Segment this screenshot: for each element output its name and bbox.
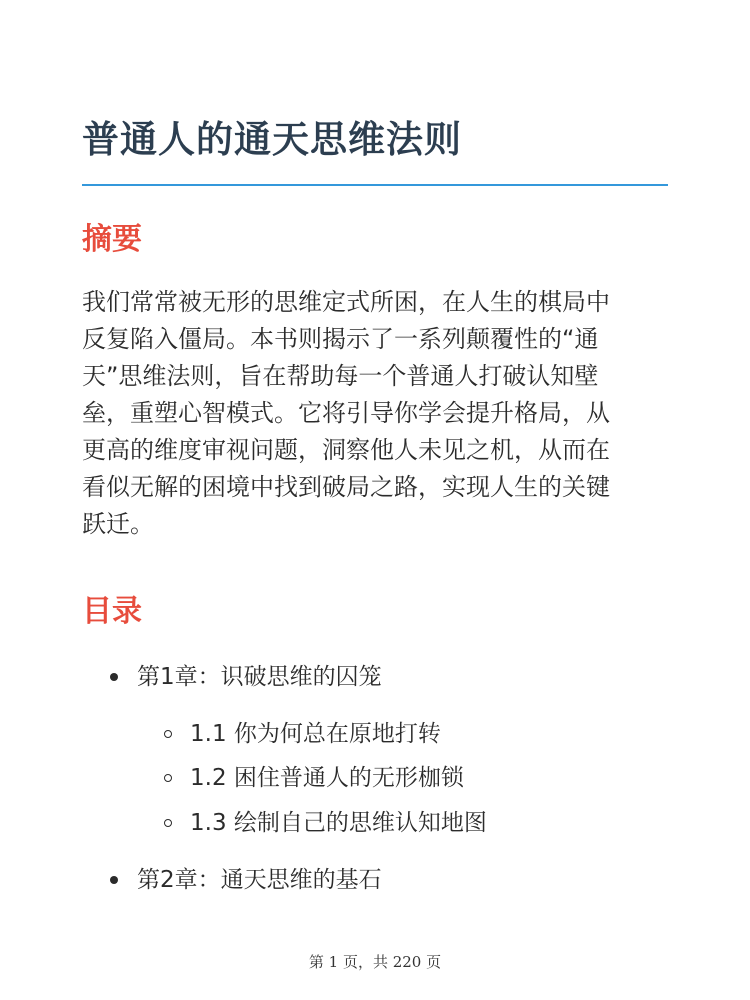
- toc-section-1-1[interactable]: [164, 718, 441, 750]
- abstract-line: 垒，重塑心智模式。它将引导你学会提升格局，从: [82, 399, 610, 427]
- bullet-circle-icon: [164, 730, 172, 738]
- page-number-footer: 第 1 页，共 220 页: [308, 953, 442, 971]
- title-divider: [82, 184, 668, 186]
- abstract-line: 看似无解的困境中找到破局之路，实现人生的关键: [82, 473, 610, 501]
- abstract-heading: 摘要: [82, 222, 142, 257]
- toc-section-label: 1.2 困住普通人的无形枷锁: [190, 765, 464, 791]
- abstract-line: 反复陷入僵局。本书则揭示了一系列颠覆性的“通: [82, 325, 599, 353]
- bullet-circle-icon: [164, 774, 172, 782]
- bullet-disc-icon: [110, 673, 118, 681]
- toc-section-label: 1.1 你为何总在原地打转: [190, 721, 441, 747]
- abstract-line: 更高的维度审视问题，洞察他人未见之机，从而在: [82, 436, 610, 464]
- toc-chapter-2[interactable]: [110, 864, 382, 896]
- bullet-disc-icon: [110, 876, 118, 884]
- toc-section-1-3[interactable]: [164, 807, 487, 839]
- abstract-body: [82, 284, 668, 543]
- toc-section-1-2[interactable]: [164, 762, 464, 794]
- toc-chapter-label: 第1章：识破思维的囚笼: [137, 664, 382, 690]
- toc-section-label: 1.3 绘制自己的思维认知地图: [190, 810, 487, 836]
- document-page: [82, 0, 668, 1000]
- abstract-line: 我们常常被无形的思维定式所困，在人生的棋局中: [82, 288, 610, 316]
- bullet-circle-icon: [164, 819, 172, 827]
- toc-heading: 目录: [82, 594, 142, 629]
- toc-chapter-1[interactable]: [110, 661, 382, 693]
- abstract-line: 天”思维法则，旨在帮助每一个普通人打破认知壁: [82, 362, 599, 390]
- page-title: 普通人的通天思维法则: [82, 118, 462, 161]
- toc-chapter-label: 第2章：通天思维的基石: [137, 867, 382, 893]
- abstract-line: 跃迁。: [82, 510, 154, 538]
